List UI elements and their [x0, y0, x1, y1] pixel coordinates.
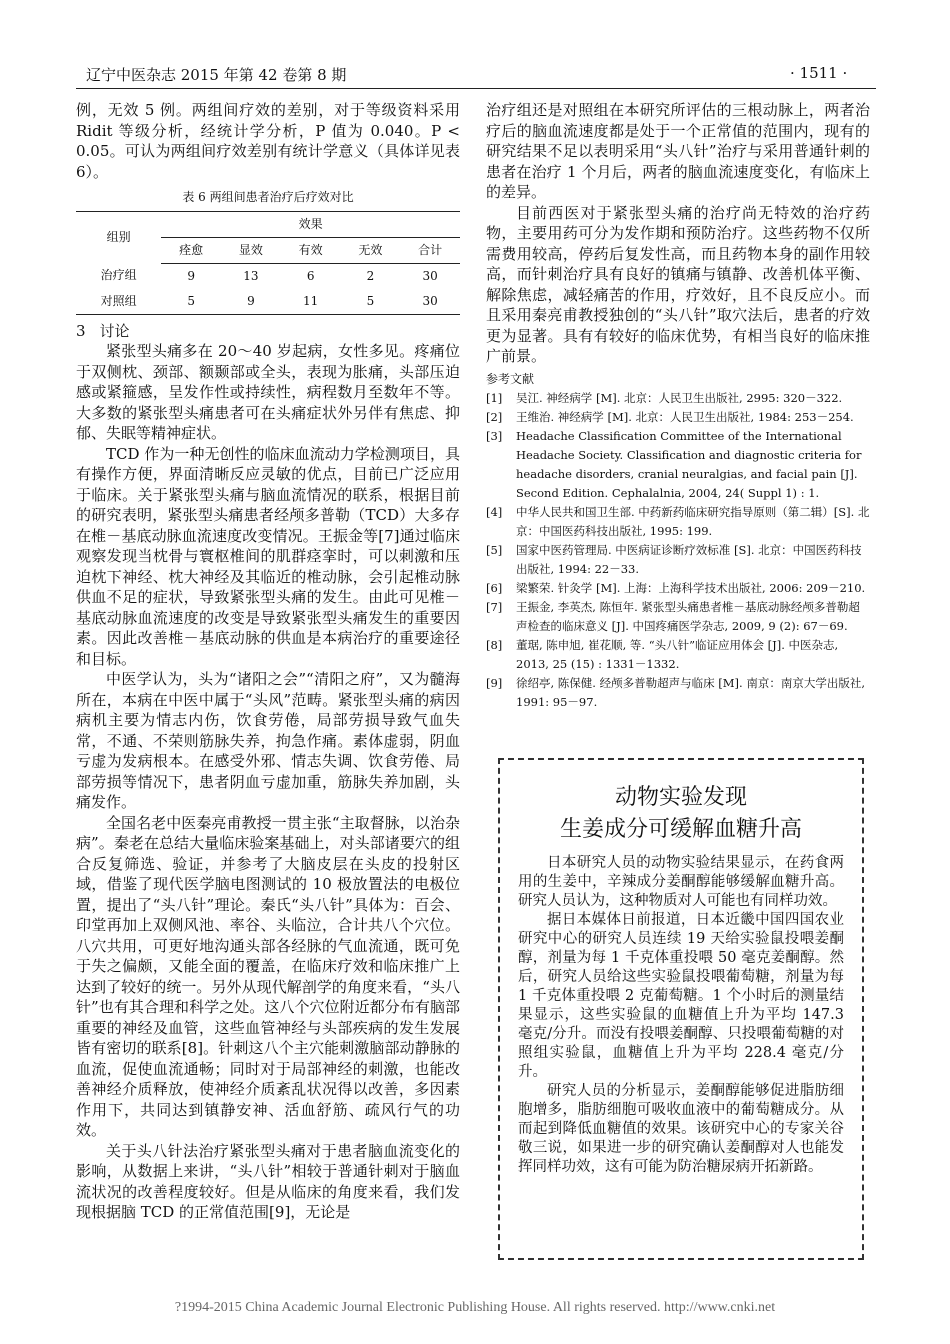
- reference-number: [5]: [486, 543, 503, 557]
- reference-number: [3]: [486, 429, 503, 443]
- news-paragraph: 日本研究人员的动物实验结果显示，在药食两用的生姜中，辛辣成分姜酮醇能够缓解血糖升高。研究人员认为，这种物质对人可能也有同样功效。: [518, 855, 844, 909]
- table-cell: 2: [366, 268, 375, 283]
- news-box: [498, 758, 864, 1260]
- table-col-header: 无效: [341, 237, 401, 263]
- reference-number: [1]: [486, 391, 503, 405]
- table-header-effect: 效果: [161, 211, 460, 237]
- table-col-header: 合计: [400, 237, 460, 263]
- table-cell: 6: [306, 268, 315, 283]
- body-paragraph: 中医学认为，头为“诸阳之会”“清阳之府”，又为髓海所在，本病在中医中属于“头风”范畴。紧张型头痛的病因病机主要为情志内伤，饮食劳倦，局部劳损导致气血失常，不通、不荣则筋脉失养，拘急作痛。素体虚弱，阴血亏虚为发病根本。在感受外邪、情志失调、饮食劳倦、局部劳损等情况下，患者阴血亏虚加重，筋脉失养加剧，头痛发作。: [76, 670, 460, 811]
- reference-item: [486, 503, 870, 541]
- reference-number: [7]: [486, 600, 503, 614]
- table-cell: 9: [187, 268, 195, 283]
- table-cell: 对照组: [76, 289, 161, 315]
- section-number: 3: [76, 321, 86, 340]
- reference-text: 董琚, 陈申旭, 崔花顺, 等. “头八针”临证应用体会 [J]. 中医杂志, 2013, 25 (15) : 1331－1332.: [516, 638, 839, 671]
- reference-item: [486, 579, 870, 598]
- header-rule: [76, 88, 876, 89]
- news-title-line1: 动物实验发现: [614, 785, 747, 810]
- news-paragraph: 据日本媒体日前报道，日本近畿中国四国农业研究中心的研究人员连续 19 天给实验鼠投喂姜酮醇，剂量为每 1 千克体重投喂 50 毫克姜酮醇。然后，研究人员给这些实验鼠投喂葡萄糖，剂量为每 1 千克体重投喂 2 克葡萄糖。1 个小时后的测量结果显示，这些实验鼠的血糖值上升为平均 147.3 毫克/分升。而没有投喂姜酮醇、只投喂葡萄糖的对照组实验鼠，血糖值上升为平均 228.4 毫克/分升。: [518, 912, 844, 1080]
- table-cell: 30: [400, 289, 460, 315]
- right-column: [486, 100, 870, 712]
- reference-number: [6]: [486, 581, 503, 595]
- reference-text: 吴江. 神经病学 [M]. 北京：人民卫生出版社, 2995: 320－322.: [516, 391, 843, 405]
- reference-item: [486, 408, 870, 427]
- reference-text: 梁繁荣. 针灸学 [M]. 上海：上海科学技术出版社, 2006: 209－210.: [516, 581, 866, 595]
- reference-item: [486, 541, 870, 579]
- body-paragraph: 治疗组还是对照组在本研究所评估的三根动脉上，两者治疗后的脑血流速度都是处于一个正常值的范围内，现有的研究结果不足以表明采用“头八针”治疗与采用普通针刺的患者在治疗 1 个月后，两者的脑血流速度变化，有临床上的差异。: [486, 101, 870, 201]
- reference-number: [2]: [486, 410, 503, 424]
- table-header-group: 组别: [76, 211, 161, 263]
- body-paragraph: TCD 作为一种无创性的临床血流动力学检测项目，具有操作方便，界面清晰反应灵敏的优点，目前已广泛应用于临床。关于紧张型头痛与脑血流情况的联系，根据目前的研究表明，紧张型头痛患者经颅多普勒（TCD）大多存在椎－基底动脉血流速度改变情况。王振金等[7]通过临床观察发现当枕骨与寰枢椎间的肌群痉挛时，可以刺激和压迫枕下神经、枕大神经及其临近的椎动脉，会引起椎动脉供血不足的症状，导致紧张型头痛的发生。由此可见椎－基底动脉血流速度的改变是导致紧张型头痛发生的重要因素。因此改善椎－基底动脉的供血是本病治疗的重要途径和目标。: [76, 444, 460, 668]
- section-title: 讨论: [99, 321, 130, 340]
- table-col-header: 痊愈: [161, 237, 221, 263]
- news-title-line2: 生姜成分可缓解血糖升高: [559, 817, 802, 842]
- news-paragraph: 研究人员的分析显示，姜酮醇能够促进脂肪细胞增多，脂肪细胞可吸收血液中的葡萄糖成分。从而起到降低血糖值的效果。该研究中心的专家关谷敬三说，如果进一步的研究确认姜酮醇对人也能发挥同样功效，这有可能为防治糖尿病开拓新路。: [518, 1083, 844, 1175]
- table-caption: 表 6 两组间患者治疗后疗效对比: [182, 190, 354, 204]
- body-paragraph: 目前西医对于紧张型头痛的治疗尚无特效的治疗药物，主要用药可分为发作期和预防治疗。这些药物不仅所需费用较高，停药后复发性高，而且药物本身的副作用较高，而针刺治疗具有良好的镇痛与镇静、改善机体平衡、解除焦虑，减轻痛苦的作用，疗效好，且不良反应小。而且采用秦亮甫教授独创的“头八针”取穴法后，患者的疗效更为显著。具有有较好的临床优势，有相当良好的临床推广前景。: [486, 203, 870, 365]
- reference-text: 中华人民共和国卫生部. 中药新药临床研究指导原则（第二辑）[S]. 北京：中国医药科技出版社, 1995: 199.: [516, 505, 870, 538]
- reference-text: 王振金, 李英杰, 陈恒年. 紧张型头痛患者椎－基底动脉经颅多普勒超声检查的临床意义 [J]. 中国疼痛医学杂志, 2009, 9 (2): 67－69.: [516, 600, 860, 633]
- reference-number: [8]: [486, 638, 503, 652]
- reference-number: [9]: [486, 676, 503, 690]
- table-cell: 30: [422, 268, 438, 283]
- journal-title: 辽宁中医杂志 2015 年第 42 卷第 8 期: [86, 66, 347, 84]
- table-cell: 9: [221, 289, 281, 315]
- references-list: [486, 389, 870, 712]
- page-number: · 1511 ·: [790, 64, 848, 82]
- news-body: [500, 846, 862, 1177]
- table-cell: 5: [341, 289, 401, 315]
- reference-number: [4]: [486, 505, 503, 519]
- results-table: [76, 211, 460, 315]
- reference-text: 国家中医药管理局. 中医病证诊断疗效标准 [S]. 北京：中国医药科技出版社, 1994: 22－33.: [516, 543, 862, 576]
- body-paragraph: 全国名老中医秦亮甫教授一贯主张“主取督脉，以治杂病”。秦老在总结大量临床验案基础上，对头部诸要穴的组合反复筛选、验证，并参考了大脑皮层在头皮的投射区域，借鉴了现代医学脑电图测试的 10 极放置法的电极位置，提出了“头八针”理论。秦氏“头八针”具体为：百会、印堂再加上双侧风池、率谷、头临泣，合计共八个穴位。八穴共用，可更好地沟通头部各经脉的气血流通，既可免于失之偏颇，又能全面的覆盖，在临床疗效和临床推广上达到了较好的统一。另外从现代解剖学的角度来看，“头八针”也有其合理和科学之处。这八个穴位附近都分布有脑部重要的神经及血管，这些血管神经与头部疾病的发生发展皆有密切的联系[8]。针刺这八个主穴能刺激脑部动静脉的血流，促使血流通畅；同时对于局部神经的刺激，也能改善神经介质释放，使神经介质紊乱状况得以改善，多因素作用下，共同达到镇静安神、活血舒筋、疏风行气的功效。: [76, 813, 460, 1139]
- table-cell: 11: [281, 289, 341, 315]
- table-cell: 5: [161, 289, 221, 315]
- reference-item: [486, 427, 870, 503]
- continued-paragraph: 例，无效 5 例。两组间疗效的差别，对于等级资料采用 Ridit 等级分析，经统计学分析，P 值为 0.040。P < 0.05。可认为两组间疗效差别有统计学意义（具体详见表 6）。: [76, 101, 460, 181]
- reference-item: [486, 636, 870, 674]
- reference-item: [486, 389, 870, 408]
- table-row: [76, 289, 460, 315]
- reference-text: 徐绍亭, 陈保健. 经颅多普勒超声与临床 [M]. 南京：南京大学出版社, 1991: 95－97.: [516, 676, 865, 709]
- table-col-header: 显效: [221, 237, 281, 263]
- section-heading: [76, 321, 460, 342]
- reference-text: Headache Classification Committee of the International Headache Society. Classification and diagnostic criteria for headache disorders, cranial neuralgias, and facial pain [J]. Second Edition. Cephalalnia, 2004, 24( Suppl 1) : 1.: [516, 429, 862, 500]
- left-column: [76, 100, 460, 1223]
- table-row: [76, 263, 460, 289]
- copyright-footer: ?1994-2015 China Academic Journal Electronic Publishing House. All rights reserved. http://www.cnki.net: [174, 1300, 776, 1315]
- reference-item: [486, 674, 870, 712]
- table-col-header: 有效: [281, 237, 341, 263]
- reference-text: 王维治. 神经病学 [M]. 北京：人民卫生出版社, 1984: 253－254.: [516, 410, 854, 424]
- news-title: [500, 782, 862, 846]
- body-paragraph: 关于头八针法治疗紧张型头痛对于患者脑血流变化的影响，从数据上来讲，“头八针”相较于普通针刺对于脑血流状况的改善程度较好。但是从临床的角度来看，我们发现根据脑 TCD 的正常值范围[9]，无论是: [76, 1141, 460, 1221]
- body-paragraph: 紧张型头痛多在 20～40 岁起病，女性多见。疼痛位于双侧枕、颈部、额颞部或全头，表现为胀痛，头部压迫感或紧箍感，呈发作性或持续性，病程数月至数年不等。大多数的紧张型头痛患者可在头痛症状外另伴有焦虑、抑郁、失眠等精神症状。: [76, 342, 460, 442]
- reference-item: [486, 598, 870, 636]
- table-cell: 13: [243, 268, 259, 283]
- table-cell: 治疗组: [100, 268, 137, 283]
- references-title: 参考文献: [486, 371, 535, 386]
